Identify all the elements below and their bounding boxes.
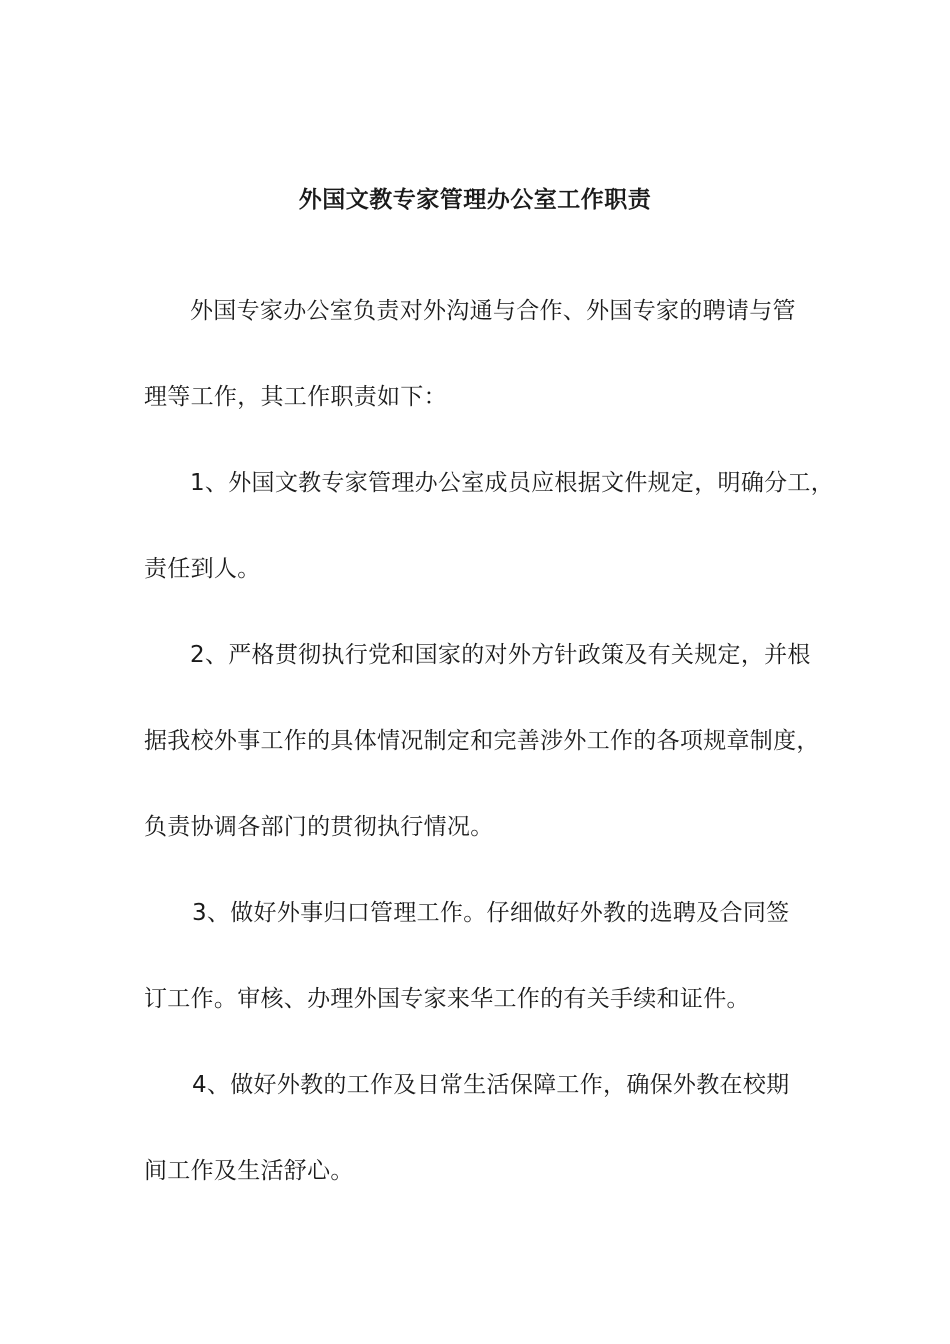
paragraph-intro-line-1: 外国专家办公室负责对外沟通与合作、外国专家的聘请与管: [190, 298, 796, 324]
item-3-line-1: 3、做好外事归口管理工作。仔细做好外教的选聘及合同签: [192, 900, 790, 926]
item-3-line-2: 订工作。审核、办理外国专家来华工作的有关手续和证件。: [144, 986, 750, 1012]
item-2-line-3: 负责协调各部门的贯彻执行情况。: [144, 814, 494, 840]
paragraph-intro-line-2: 理等工作，其工作职责如下：: [144, 384, 447, 410]
item-4-line-2: 间工作及生活舒心。: [144, 1158, 354, 1184]
item-1-line-1: 1、外国文教专家管理办公室成员应根据文件规定，明确分工，: [190, 470, 835, 496]
item-4-line-1: 4、做好外教的工作及日常生活保障工作，确保外教在校期: [192, 1072, 790, 1098]
item-2-line-2: 据我校外事工作的具体情况制定和完善涉外工作的各项规章制度，: [144, 728, 820, 754]
item-2-line-1: 2、严格贯彻执行党和国家的对外方针政策及有关规定，并根: [190, 642, 811, 668]
item-1-line-2: 责任到人。: [144, 556, 261, 582]
document-title: 外国文教专家管理办公室工作职责: [298, 187, 652, 213]
